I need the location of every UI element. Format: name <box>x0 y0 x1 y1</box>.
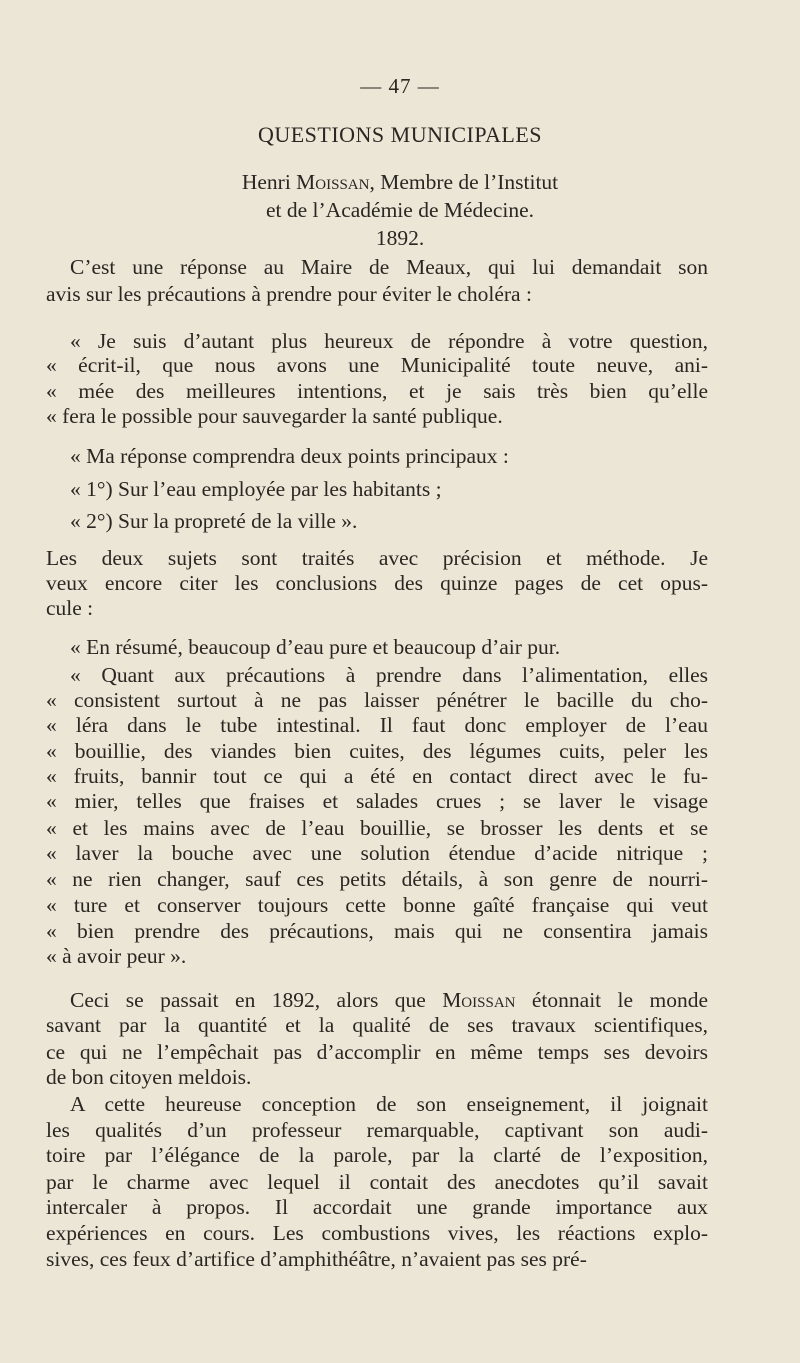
text-line: veux encore citer les conclusions des quinze pages de cet opus- <box>46 571 708 595</box>
text-line: « consistent surtout à ne pas laisser pénétrer le bacille du cho- <box>46 688 708 712</box>
text-line: « Je suis d’autant plus heureux de répondre à votre question, <box>70 329 708 353</box>
text-line: « 2°) Sur la propreté de la ville ». <box>70 509 358 533</box>
text-line: « ne rien changer, sauf ces petits détails, à son genre de nourri- <box>46 867 708 891</box>
text-line: « Quant aux précautions à prendre dans l’alimentation, elles <box>70 663 708 687</box>
surname-smallcaps: Moissan <box>442 988 516 1012</box>
text-line: sives, ces feux d’artifice d’amphithéâtre, n’avaient pas ses pré- <box>46 1247 587 1271</box>
text-line: de bon citoyen meldois. <box>46 1065 252 1089</box>
text-line: « ture et conserver toujours cette bonne gaîté française qui veut <box>46 893 708 917</box>
text-line: A cette heureuse conception de son enseignement, il joignait <box>70 1092 708 1116</box>
page-title: QUESTIONS MUNICIPALES <box>257 122 543 147</box>
text-line: cule : <box>46 596 94 620</box>
text-line: « bien prendre des précautions, mais qui ne consentira jamais <box>46 919 708 943</box>
text-line: « laver la bouche avec une solution étendue d’acide nitrique ; <box>46 841 708 865</box>
author-line-2: et de l’Académie de Médecine. <box>265 198 534 222</box>
text-line: « 1°) Sur l’eau employée par les habitants ; <box>70 477 442 501</box>
text-line: les qualités d’un professeur remarquable, captivant son audi- <box>46 1118 708 1142</box>
text-line: par le charme avec lequel il contait des anecdotes qu’il savait <box>46 1170 708 1194</box>
author-byline <box>0 168 800 252</box>
text-line: « écrit-il, que nous avons une Municipalité toute neuve, ani- <box>46 353 708 377</box>
text-line: intercaler à propos. Il accordait une grande importance aux <box>46 1195 708 1219</box>
author-first-name: Henri <box>241 170 291 194</box>
text-line: savant par la quantité et la qualité de ses travaux scientifiques, <box>46 1013 708 1037</box>
text-line: C’est une réponse au Maire de Meaux, qui lui demandait son <box>70 255 708 279</box>
text-line: « Ma réponse comprendra deux points principaux : <box>70 444 509 468</box>
text-line: Ceci se passait en 1892, alors que Moissan étonnait le monde <box>70 988 708 1012</box>
author-surname: Moissan <box>296 170 370 194</box>
text-line: « En résumé, beaucoup d’eau pure et beaucoup d’air pur. <box>70 635 561 659</box>
text-line: « à avoir peur ». <box>46 944 187 968</box>
text-line: ce qui ne l’empêchait pas d’accomplir en même temps ses devoirs <box>46 1040 708 1064</box>
text-line: avis sur les précautions à prendre pour éviter le choléra : <box>46 282 532 306</box>
text-line: « mier, telles que fraises et salades crues ; se laver le visage <box>46 789 708 813</box>
text-line: « mée des meilleures intentions, et je sais très bien qu’elle <box>46 379 708 403</box>
text-line: « fera le possible pour sauvegarder la santé publique. <box>46 404 503 428</box>
author-line-1 <box>0 168 800 196</box>
text-line: expériences en cours. Les combustions vives, les réactions explo- <box>46 1221 708 1245</box>
text-line: « et les mains avec de l’eau bouillie, se brosser les dents et se <box>46 816 708 840</box>
text-line: « fruits, bannir tout ce qui a été en contact direct avec le fu- <box>46 764 708 788</box>
text-line: « léra dans le tube intestinal. Il faut donc employer de l’eau <box>46 713 708 737</box>
author-year: 1892. <box>375 226 425 250</box>
text-line: toire par l’élégance de la parole, par la clarté de l’exposition, <box>46 1143 708 1167</box>
text-line: Les deux sujets sont traités avec précision et méthode. Je <box>46 546 708 570</box>
page-number: — 47 — <box>360 74 440 98</box>
author-affiliation: , Membre de l’Institut <box>369 170 559 194</box>
text-line: « bouillie, des viandes bien cuites, des légumes cuits, peler les <box>46 739 708 763</box>
